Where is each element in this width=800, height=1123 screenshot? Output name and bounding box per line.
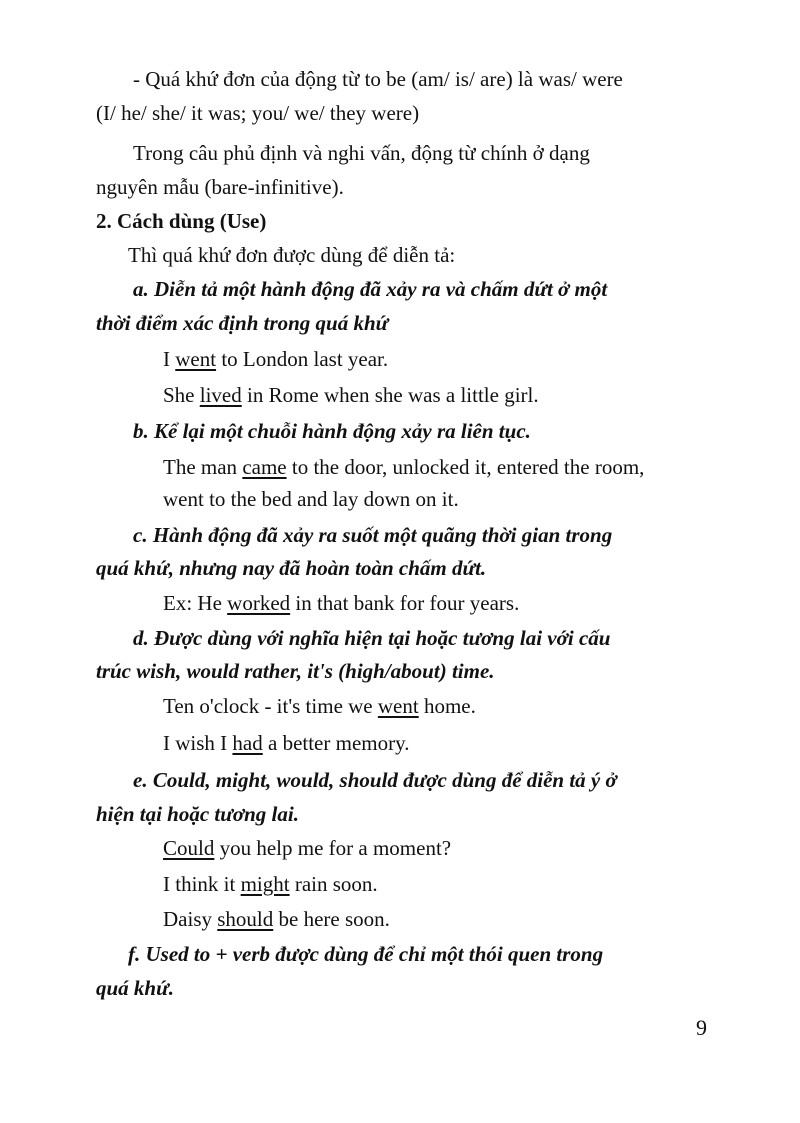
example-sentence: I wish I had a better memory. <box>163 731 410 755</box>
example-sentence: Daisy should be here soon. <box>163 907 390 931</box>
example-sentence: Could you help me for a moment? <box>163 836 452 860</box>
usage-a-heading-2: thời điểm xác định trong quá khứ <box>96 311 389 335</box>
example-sentence: Ten o'clock - it's time we went home. <box>163 694 476 718</box>
usage-e-heading-1: e. Could, might, would, should được dùng để diễn tả ý ở <box>133 768 617 792</box>
verb-underlined: Could <box>163 836 215 860</box>
usage-d-heading-2: trúc wish, would rather, it's (high/about) time. <box>96 659 495 683</box>
example-sentence: I think it might rain soon. <box>163 872 378 896</box>
verb-underlined: should <box>217 907 274 931</box>
usage-c-heading-1: c. Hành động đã xảy ra suốt một quãng thời gian trong <box>133 523 613 547</box>
example-sentence: The man came to the door, unlocked it, entered the room, <box>163 455 645 479</box>
intro-line-1: - Quá khứ đơn của động từ to be (am/ is/ are) là was/ were <box>133 67 623 91</box>
intro-line-4: nguyên mẫu (bare-infinitive). <box>96 175 344 199</box>
page-number: 9 <box>696 1015 707 1040</box>
example-sentence: went to the bed and lay down on it. <box>163 487 459 511</box>
section-intro: Thì quá khứ đơn được dùng để diễn tả: <box>128 243 456 267</box>
usage-a-heading-1: a. Diễn tả một hành động đã xảy ra và chấm dứt ở một <box>133 277 608 301</box>
verb-underlined: went <box>175 347 217 371</box>
verb-underlined: had <box>232 731 263 755</box>
usage-f-heading-2: quá khứ. <box>96 976 174 1000</box>
example-sentence: She lived in Rome when she was a little girl. <box>163 383 539 407</box>
usage-c-heading-2: quá khứ, nhưng nay đã hoàn toàn chấm dứt. <box>96 556 487 580</box>
verb-underlined: might <box>240 872 290 896</box>
example-sentence: I went to London last year. <box>163 347 389 371</box>
example-sentence: Ex: He worked in that bank for four years. <box>163 591 520 615</box>
verb-underlined: went <box>377 694 419 718</box>
verb-underlined: came <box>242 455 287 479</box>
section-heading: 2. Cách dùng (Use) <box>96 209 267 233</box>
intro-line-2: (I/ he/ she/ it was; you/ we/ they were) <box>96 101 420 125</box>
verb-underlined: lived <box>199 383 242 407</box>
usage-d-heading-1: d. Được dùng với nghĩa hiện tại hoặc tương lai với cấu <box>133 626 611 650</box>
usage-e-heading-2: hiện tại hoặc tương lai. <box>96 802 299 826</box>
intro-line-3: Trong câu phủ định và nghi vấn, động từ chính ở dạng <box>133 141 590 165</box>
usage-f-heading-1: f. Used to + verb được dùng để chỉ một thói quen trong <box>128 942 604 966</box>
verb-underlined: worked <box>227 591 291 615</box>
usage-b-heading: b. Kể lại một chuỗi hành động xảy ra liên tục. <box>133 419 531 443</box>
